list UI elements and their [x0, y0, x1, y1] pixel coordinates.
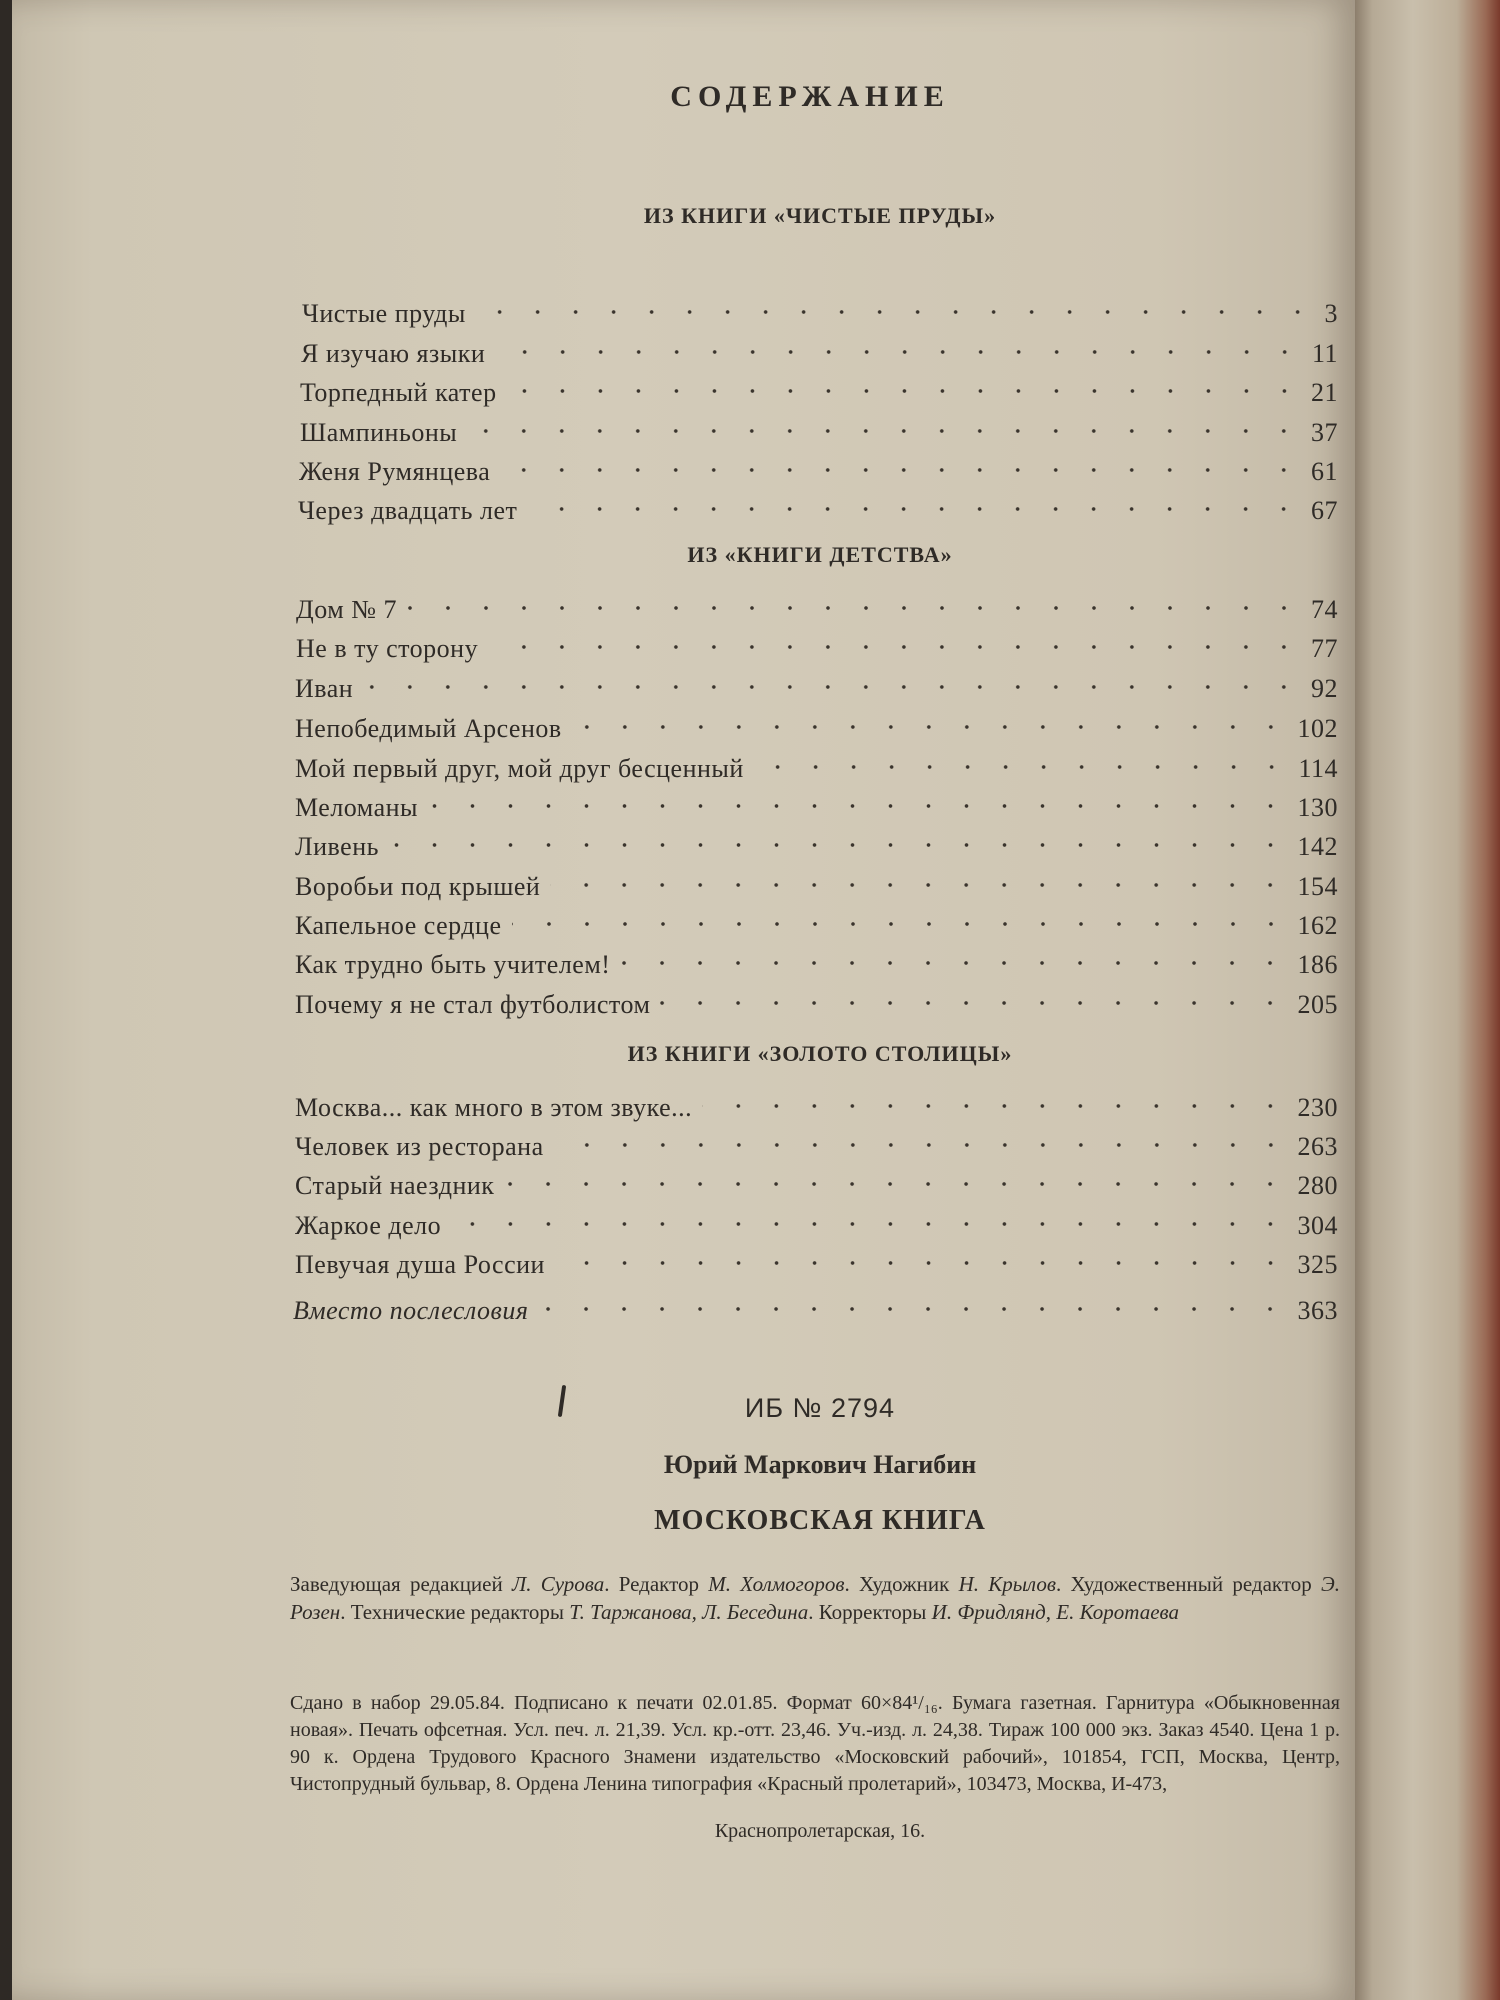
toc-entry-page: 142: [1297, 832, 1338, 861]
toc-entry-title: Через двадцать лет: [298, 496, 518, 525]
credits-text: . Технические редакторы: [340, 1600, 570, 1624]
toc-entry-title: Мой первый друг, мой друг бесценный: [295, 754, 744, 783]
toc-entry-title: Шампиньоны: [300, 418, 458, 447]
leader-dots: [451, 1213, 1289, 1235]
leader-dots: [555, 1252, 1290, 1274]
leader-dots: [389, 834, 1290, 856]
toc-entry: [295, 1126, 1338, 1162]
toc-entry-title: Дом № 7: [296, 595, 397, 624]
leader-dots: [504, 1173, 1289, 1195]
imprint-text: Сдано в набор 29.05.84. Подписано к печати 02.01.85. Формат 60×84¹/₁₆. Бумага газетная. Гарнитура «Обыкновенная новая». Печать офсетная. Усл. печ. л. 21,39. Усл. кр.-отт. 23,46. Уч.-изд. л. 24,38. Тираж 100 000 экз. Заказ 4540. Цена 1 р. 90 к. Ордена Трудового Красного Знамени издательство «Московский рабочий», 101854, ГСП, Москва, Центр, Чистопрудный бульвар, 8. Ордена Ленина типография «Красный пролетарий», 103473, Москва, И-473,: [290, 1692, 1340, 1795]
editorial-credits: [290, 1570, 1340, 1626]
credits-text: Заведующая редакцией: [290, 1572, 512, 1596]
toc-entry-title: Торпедный катер: [300, 378, 497, 407]
toc-entry-page: 363: [1297, 1296, 1338, 1325]
leader-dots: [538, 1298, 1289, 1320]
credits-name: Н. Крылов: [958, 1572, 1056, 1596]
credits-name: М. Холмогоров: [708, 1572, 845, 1596]
leader-dots: [507, 380, 1303, 402]
toc-entry: [295, 708, 1338, 744]
toc-entry-title: Женя Румянцева: [299, 457, 491, 486]
toc-entry-page: 230: [1297, 1093, 1338, 1122]
toc-entry-page: 280: [1297, 1171, 1338, 1200]
toc-entry-page: 205: [1297, 990, 1338, 1019]
toc-entry: [300, 412, 1338, 448]
toc-entry-page: 186: [1297, 950, 1338, 979]
toc-entry-page: 92: [1311, 674, 1338, 703]
leader-dots: [527, 498, 1303, 520]
toc-entry-title: Москва... как много в этом звуке...: [295, 1093, 693, 1122]
ib-number: ИБ № 2794: [744, 1393, 896, 1423]
contents-title: СОДЕРЖАНИЕ: [670, 80, 950, 113]
toc-entry-title: Меломаны: [295, 793, 418, 822]
toc-entry-title: Воробьи под крышей: [295, 872, 541, 901]
toc-entry: [296, 628, 1338, 664]
section-heading-1: ИЗ КНИГИ «ЧИСТЫЕ ПРУДЫ»: [643, 203, 997, 228]
toc-entry: [296, 589, 1338, 625]
toc-entry-page: 74: [1311, 595, 1338, 624]
toc-entry: [295, 748, 1338, 784]
credits-text: . Художник: [844, 1572, 959, 1596]
toc-entry-page: 37: [1311, 418, 1338, 447]
toc-entry-page: 67: [1311, 496, 1338, 525]
leader-dots: [495, 341, 1304, 363]
toc-entry: [295, 826, 1338, 862]
toc-entry-page: 325: [1297, 1250, 1338, 1279]
leader-dots: [488, 636, 1303, 658]
toc-entry-title: Ливень: [295, 832, 379, 861]
toc-entry-page: 130: [1297, 793, 1338, 822]
leader-dots: [660, 992, 1289, 1014]
credits-text: . Художественный редактор: [1055, 1572, 1321, 1596]
toc-entry-page: 154: [1297, 872, 1338, 901]
toc-entry: [295, 787, 1338, 823]
toc-entry-title: Вместо послесловия: [293, 1296, 529, 1325]
toc-entry-page: 263: [1297, 1132, 1338, 1161]
toc-entry-afterword: [293, 1290, 1338, 1326]
toc-entry: [295, 944, 1338, 980]
toc-entry: [295, 1205, 1338, 1241]
toc-entry: [300, 372, 1338, 408]
leader-dots: [428, 795, 1290, 817]
credits-name: Э. Розен: [290, 1572, 1340, 1624]
book-edge: [1355, 0, 1500, 2000]
leader-dots: [500, 459, 1303, 481]
toc-entry-page: 3: [1324, 299, 1338, 328]
toc-entry: [301, 333, 1338, 369]
toc-entry-title: Певучая душа России: [295, 1250, 545, 1279]
toc-entry: [295, 1244, 1338, 1280]
toc-entry-title: Жаркое дело: [295, 1211, 442, 1240]
section-heading-3: ИЗ КНИГИ «ЗОЛОТО СТОЛИЦЫ»: [627, 1041, 1013, 1066]
leader-dots: [512, 913, 1290, 935]
toc-entry-page: 114: [1298, 754, 1338, 783]
leader-dots: [754, 756, 1291, 778]
toc-entry: [298, 490, 1338, 526]
toc-entry-title: Старый наездник: [295, 1171, 495, 1200]
toc-entry: [295, 905, 1338, 941]
credits-text: . Корректоры: [808, 1600, 932, 1624]
toc-entry-page: 162: [1297, 911, 1338, 940]
toc-entry-page: 61: [1311, 457, 1338, 486]
toc-entry-title: Не в ту сторону: [296, 634, 479, 663]
author-name: Юрий Маркович Нагибин: [663, 1450, 977, 1479]
toc-entry-title: Человек из ресторана: [295, 1132, 544, 1161]
section-heading-2: ИЗ «КНИГИ ДЕТСТВА»: [687, 542, 953, 567]
toc-entry-title: Как трудно быть учителем!: [295, 950, 611, 979]
leader-dots: [702, 1095, 1289, 1117]
toc-entry-title: Иван: [295, 674, 354, 703]
toc-entry-title: Я изучаю языки: [301, 339, 486, 368]
book-title: МОСКОВСКАЯ КНИГА: [654, 1505, 986, 1536]
toc-entry-title: Чистые пруды: [302, 299, 466, 328]
leader-dots: [550, 874, 1289, 896]
leader-dots: [407, 597, 1303, 619]
toc-entry-title: Капельное сердце: [295, 911, 502, 940]
leader-dots: [554, 1134, 1290, 1156]
credits-name: Т. Таржанова, Л. Беседина: [569, 1600, 809, 1624]
toc-entry-page: 21: [1311, 378, 1338, 407]
toc-entry-page: 102: [1297, 714, 1338, 743]
toc-entry: [302, 293, 1338, 329]
credits-name: Л. Сурова: [511, 1572, 605, 1596]
leader-dots: [572, 716, 1290, 738]
leader-dots: [476, 301, 1317, 323]
toc-entry-title: Почему я не стал футболистом: [295, 990, 651, 1019]
credits-name: И. Фридлянд, Е. Коротаева: [931, 1600, 1179, 1624]
toc-entry-page: 77: [1311, 634, 1338, 663]
leader-dots: [620, 952, 1289, 974]
leader-dots: [363, 676, 1303, 698]
toc-entry-title: Непобедимый Арсенов: [295, 714, 562, 743]
toc-entry-page: 304: [1297, 1211, 1338, 1240]
leader-dots: [467, 420, 1303, 442]
toc-entry: [295, 984, 1338, 1020]
toc-entry: [295, 1087, 1338, 1123]
toc-entry: [295, 866, 1338, 902]
imprint-last-line: Краснопролетарская, 16.: [714, 1820, 926, 1842]
toc-entry-page: 11: [1311, 339, 1338, 368]
toc-entry: [295, 1165, 1338, 1201]
toc-entry: [295, 668, 1338, 704]
toc-entry: [299, 451, 1338, 487]
credits-text: . Редактор: [604, 1572, 709, 1596]
